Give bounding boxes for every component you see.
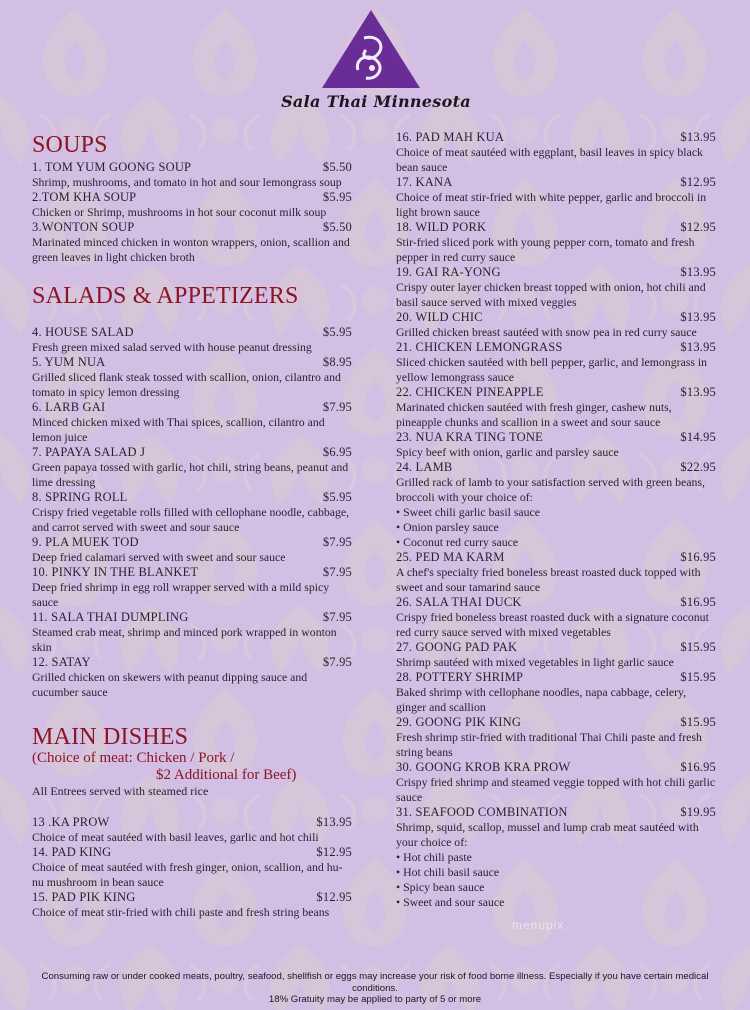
menu-item-description: Green papaya tossed with garlic, hot chili, string beans, peanut and lime dressing xyxy=(32,460,349,489)
menu-item xyxy=(396,175,716,220)
menu-item-name: 28. POTTERY SHRIMP xyxy=(396,670,524,684)
sauce-options xyxy=(396,850,716,910)
menu-item-header xyxy=(396,595,716,610)
menu-item-description: Grilled rack of lamb to your satisfaction served with green beans, broccoli with your choice of: xyxy=(396,475,705,504)
menu-item-name: 9. PLA MUEK TOD xyxy=(32,535,139,549)
menu-item-price: $13.95 xyxy=(316,815,352,829)
menu-item-name: 14. PAD KING xyxy=(32,845,112,859)
brand-name: Sala Thai Minnesota xyxy=(281,92,471,111)
menu-item xyxy=(32,325,352,355)
menu-item-description: Deep fried shrimp in egg roll wrapper served with a mild spicy sauce xyxy=(32,580,330,609)
menu-item-price: $13.95 xyxy=(680,265,716,279)
menu-item-header xyxy=(396,640,716,655)
menu-item-description: Grilled chicken breast sautéed with snow pea in red curry sauce xyxy=(396,325,697,339)
menu-item-price: $15.95 xyxy=(680,640,716,654)
menu-item-description: Shrimp, mushrooms, and tomato in hot and sour lemongrass soup xyxy=(32,175,342,189)
right-column xyxy=(396,130,716,910)
menu-item-header xyxy=(32,610,352,625)
menu-item-price: $13.95 xyxy=(680,310,716,324)
menu-item-header xyxy=(32,490,352,505)
menu-item-name: 18. WILD PORK xyxy=(396,220,487,234)
menu-item-name: 5. YUM NUA xyxy=(32,355,106,369)
menu-item-description: Marinated minced chicken in wonton wrappers, onion, scallion and green leaves in light chicken broth xyxy=(32,235,350,264)
menu-item-description: Shrimp sautéed with mixed vegetables in light garlic sauce xyxy=(396,655,674,669)
menu-item-price: $5.95 xyxy=(322,490,352,504)
menu-item-header xyxy=(32,815,352,830)
menu-item-description: Crispy fried boneless breast roasted duck with a signature coconut red curry sauce served with mixed vegetables xyxy=(396,610,709,639)
menu-item xyxy=(32,355,352,400)
menu-item-header xyxy=(32,845,352,860)
menu-item-name: 15. PAD PIK KING xyxy=(32,890,136,904)
menu-item xyxy=(396,340,716,385)
gratuity-notice: 18% Gratuity may be applied to party of 5 or more xyxy=(268,994,482,1005)
menu-item-name: 30. GOONG KROB KRA PROW xyxy=(396,760,571,774)
menu-item-description: Crispy outer layer chicken breast topped with onion, hot chili and basil sauce served with mixed veggies xyxy=(396,280,706,309)
menu-item xyxy=(396,805,716,910)
menu-item-header xyxy=(32,655,352,670)
menu-item-description: Baked shrimp with cellophane noodles, napa cabbage, celery, ginger and scallion xyxy=(396,685,687,714)
triangle-swirl-logo-icon xyxy=(320,8,422,90)
menu-item-description: Chicken or Shrimp, mushrooms in hot sour coconut milk soup xyxy=(32,205,327,219)
menu-item-price: $7.95 xyxy=(322,610,352,624)
menu-item-price: $7.95 xyxy=(322,400,352,414)
menu-item-name: 26. SALA THAI DUCK xyxy=(396,595,522,609)
menu-item xyxy=(32,655,352,700)
menu-item-name: 17. KANA xyxy=(396,175,453,189)
menu-item-header xyxy=(396,340,716,355)
main-dishes-heading: MAIN DISHES xyxy=(32,724,189,750)
menu-item-name: 19. GAI RA-YONG xyxy=(396,265,501,279)
menu-item xyxy=(396,460,716,550)
menu-item-name: 24. LAMB xyxy=(396,460,453,474)
menu-item-name: 4. HOUSE SALAD xyxy=(32,325,134,339)
menu-item-price: $5.95 xyxy=(322,190,352,204)
menu-item-price: $12.95 xyxy=(316,890,352,904)
menu-item-price: $15.95 xyxy=(680,715,716,729)
menu-item-description: Grilled chicken on skewers with peanut dipping sauce and cucumber sauce xyxy=(32,670,308,699)
menu-item xyxy=(396,550,716,595)
main-dishes-right-list xyxy=(396,130,716,910)
menu-item-price: $12.95 xyxy=(680,175,716,189)
menu-item-description: Fresh green mixed salad served with house peanut dressing xyxy=(32,340,312,354)
menu-item xyxy=(32,190,352,220)
menu-item-description: Choice of meat sautéed with fresh ginger, onion, scallion, and hu-nu mushroom in bean sauce xyxy=(32,860,343,889)
menu-item-description: Shrimp, squid, scallop, mussel and lump crab meat sautéed with your choice of: xyxy=(396,820,699,849)
menu-item-price: $7.95 xyxy=(322,655,352,669)
menu-item-price: $19.95 xyxy=(680,805,716,819)
sauce-option: • Coconut red curry sauce xyxy=(396,535,716,550)
menu-item-price: $13.95 xyxy=(680,340,716,354)
menu-item-header xyxy=(396,460,716,475)
menu-item-header xyxy=(396,760,716,775)
menu-item xyxy=(396,640,716,670)
menu-item-price: $16.95 xyxy=(680,595,716,609)
menu-item-name: 2.TOM KHA SOUP xyxy=(32,190,137,204)
menu-item-price: $5.50 xyxy=(322,160,352,174)
menu-item-name: 7. PAPAYA SALAD J xyxy=(32,445,146,459)
menu-item-header xyxy=(32,890,352,905)
menu-item-header xyxy=(396,715,716,730)
menu-item-header xyxy=(396,805,716,820)
menu-item-name: 1. TOM YUM GOONG SOUP xyxy=(32,160,192,174)
menu-item-description: Fresh shrimp stir-fried with traditional Thai Chili paste and fresh string beans xyxy=(396,730,702,759)
menu-item-description: Choice of meat stir-fried with white pepper, garlic and broccoli in light brown sauce xyxy=(396,190,707,219)
menu-item-header xyxy=(32,535,352,550)
menu-item-description: Sliced chicken sautéed with bell pepper, garlic, and lemongrass in yellow lemongrass sauce xyxy=(396,355,708,384)
menu-item-price: $15.95 xyxy=(680,670,716,684)
meat-choice-line-1: (Choice of meat: Chicken / Pork / xyxy=(32,750,235,766)
menu-item-name: 31. SEAFOOD COMBINATION xyxy=(396,805,568,819)
menu-item-name: 20. WILD CHIC xyxy=(396,310,483,324)
menu-item-header xyxy=(32,355,352,370)
menu-item xyxy=(396,760,716,805)
menu-item-name: 29. GOONG PIK KING xyxy=(396,715,522,729)
menu-item-description: Choice of meat sautéed with eggplant, basil leaves in spicy black bean sauce xyxy=(396,145,703,174)
menu-item xyxy=(32,490,352,535)
menu-item xyxy=(32,160,352,190)
menu-item xyxy=(396,385,716,430)
soups-heading: SOUPS xyxy=(32,132,108,158)
menu-item-description: Choice of meat sautéed with basil leaves, garlic and hot chili xyxy=(32,830,319,844)
menu-item-description: Stir-fried sliced pork with young pepper corn, tomato and fresh pepper in red curry sauce xyxy=(396,235,695,264)
menu-item xyxy=(396,670,716,715)
sauce-option: • Sweet and sour sauce xyxy=(396,895,716,910)
menu-item-description: Crispy fried shrimp and steamed veggie topped with hot chili garlic sauce xyxy=(396,775,716,804)
main-dishes-left-list xyxy=(32,815,352,920)
menu-item-price: $14.95 xyxy=(680,430,716,444)
menu-item-name: 21. CHICKEN LEMONGRASS xyxy=(396,340,563,354)
menu-item-header xyxy=(32,400,352,415)
menu-item-name: 11. SALA THAI DUMPLING xyxy=(32,610,189,624)
menu-item xyxy=(32,220,352,265)
menu-item xyxy=(396,130,716,175)
menu-item-description: Marinated chicken sautéed with fresh ginger, cashew nuts, pineapple chunks and scallion in a sweet and sour sauce xyxy=(396,400,672,429)
menu-item-header xyxy=(32,160,352,175)
sauce-option: • Onion parsley sauce xyxy=(396,520,716,535)
menu-item-price: $12.95 xyxy=(316,845,352,859)
meat-choice-line-2: $2 Additional for Beef) xyxy=(156,767,297,783)
sauce-option: • Hot chili paste xyxy=(396,850,716,865)
menu-item-header xyxy=(32,445,352,460)
menu-item-price: $12.95 xyxy=(680,220,716,234)
menu-item-description: Minced chicken mixed with Thai spices, scallion, cilantro and lemon juice xyxy=(32,415,325,444)
menu-item-description: A chef's specialty fried boneless breast roasted duck topped with sweet and sour tamarind sauce xyxy=(396,565,701,594)
menu-item-header xyxy=(396,430,716,445)
menu-item-header xyxy=(32,325,352,340)
sauce-option: • Spicy bean sauce xyxy=(396,880,716,895)
menu-item-name: 3.WONTON SOUP xyxy=(32,220,135,234)
menu-item-price: $6.95 xyxy=(322,445,352,459)
sauce-option: • Hot chili basil sauce xyxy=(396,865,716,880)
menu-item-name: 23. NUA KRA TING TONE xyxy=(396,430,543,444)
menu-item-header xyxy=(396,175,716,190)
menu-item-header xyxy=(396,130,716,145)
menu-item-price: $13.95 xyxy=(680,385,716,399)
entree-note: All Entrees served with steamed rice xyxy=(32,784,209,798)
menu-item-header xyxy=(32,190,352,205)
menu-item-header xyxy=(396,265,716,280)
menu-item-header xyxy=(396,220,716,235)
menu-item-name: 27. GOONG PAD PAK xyxy=(396,640,518,654)
menu-item xyxy=(396,595,716,640)
left-column xyxy=(32,132,352,920)
menu-item-name: 6. LARB GAI xyxy=(32,400,106,414)
menu-item-header xyxy=(396,385,716,400)
menu-item-header xyxy=(396,670,716,685)
salads-list xyxy=(32,325,352,700)
menu-item-header xyxy=(32,220,352,235)
menu-item-price: $7.95 xyxy=(322,565,352,579)
menu-item xyxy=(32,535,352,565)
menu-item xyxy=(396,715,716,760)
sauce-options xyxy=(396,505,716,550)
menu-item-price: $16.95 xyxy=(680,760,716,774)
menu-item-header xyxy=(396,550,716,565)
soups-list xyxy=(32,160,352,265)
food-safety-notice: Consuming raw or under cooked meats, poultry, seafood, shellfish or eggs may increase your risk of food borne illness. Especially if you have certain medical conditions. xyxy=(41,971,709,994)
menu-item-price: $7.95 xyxy=(322,535,352,549)
menu-item-name: 8. SPRING ROLL xyxy=(32,490,128,504)
menu-item-name: 12. SATAY xyxy=(32,655,91,669)
menu-item-price: $16.95 xyxy=(680,550,716,564)
footer xyxy=(20,971,730,1006)
menu-item-price: $22.95 xyxy=(680,460,716,474)
menu-item-name: 16. PAD MAH KUA xyxy=(396,130,505,144)
menu-item xyxy=(32,890,352,920)
menu-item xyxy=(396,265,716,310)
menu-item-price: $8.95 xyxy=(322,355,352,369)
menu-item-name: 13 .KA PROW xyxy=(32,815,110,829)
menu-item xyxy=(32,610,352,655)
watermark: menupix xyxy=(512,918,565,932)
sauce-option: • Sweet chili garlic basil sauce xyxy=(396,505,716,520)
menu-item xyxy=(32,445,352,490)
salads-heading: SALADS & APPETIZERS xyxy=(32,283,299,309)
menu-item xyxy=(396,220,716,265)
menu-item-description: Choice of meat stir-fried with chili paste and fresh string beans xyxy=(32,905,330,919)
menu-item xyxy=(32,845,352,890)
menu-item-header xyxy=(396,310,716,325)
menu-item-price: $13.95 xyxy=(680,130,716,144)
menu-item-header xyxy=(32,565,352,580)
menu-item xyxy=(32,400,352,445)
menu-item-description: Spicy beef with onion, garlic and parsley sauce xyxy=(396,445,619,459)
menu-item-price: $5.95 xyxy=(322,325,352,339)
menu-item-description: Deep fried calamari served with sweet and sour sauce xyxy=(32,550,286,564)
menu-item-name: 22. CHICKEN PINEAPPLE xyxy=(396,385,544,399)
menu-item xyxy=(396,310,716,340)
menu-item xyxy=(396,430,716,460)
menu-item-price: $5.50 xyxy=(322,220,352,234)
menu-item-description: Steamed crab meat, shrimp and minced pork wrapped in wonton skin xyxy=(32,625,337,654)
menu-item-description: Crispy fried vegetable rolls filled with cellophane noodle, cabbage, and carrot served with sweet and sour sauce xyxy=(32,505,350,534)
menu-item xyxy=(32,815,352,845)
menu-item-name: 25. PED MA KARM xyxy=(396,550,505,564)
menu-item-name: 10. PINKY IN THE BLANKET xyxy=(32,565,199,579)
menu-item-description: Grilled sliced flank steak tossed with scallion, onion, cilantro and tomato in spicy lemon dressing xyxy=(32,370,341,399)
menu-item xyxy=(32,565,352,610)
